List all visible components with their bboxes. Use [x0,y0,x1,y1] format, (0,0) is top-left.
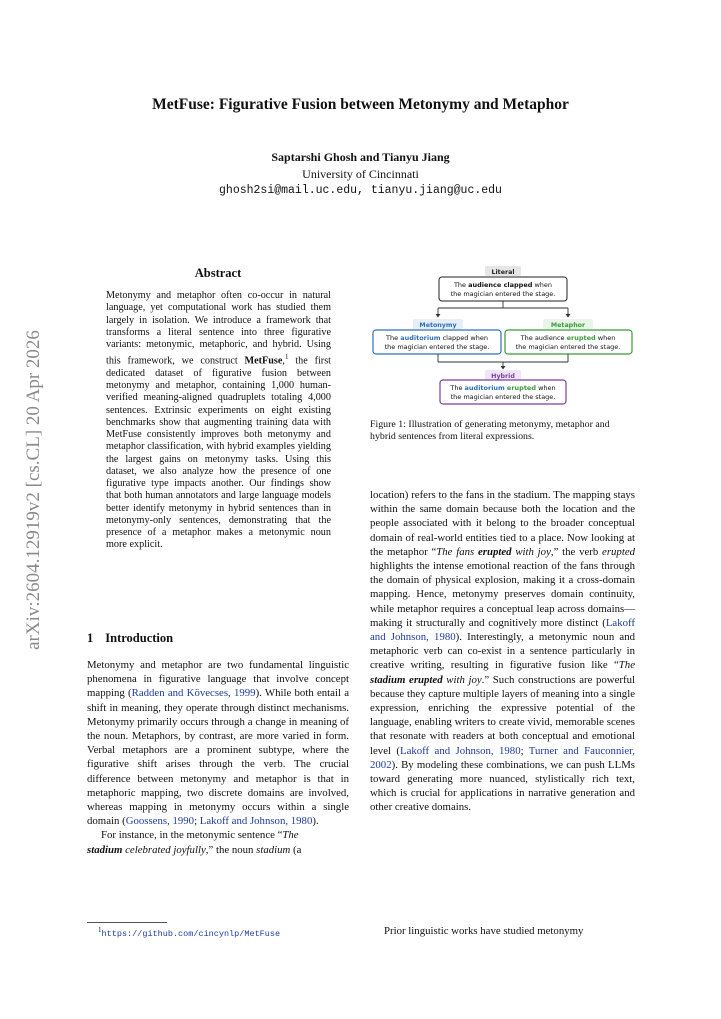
metonymy-line-1: The auditorium clapped when [386,334,488,342]
citation-link[interactable]: Goossens, 1990 [125,815,195,828]
citation-link[interactable]: Lakoff and Johnson, 1980 [399,744,521,757]
literal-line-2: the magician entered the stage. [450,290,556,298]
column-2-paragraph-next: Prior linguistic works have studied metonymy [384,925,584,937]
author-emails: ghosh2si@mail.uc.edu, tianyu.jiang@uc.edu [219,184,502,197]
metaphor-label: Metaphor [550,322,586,329]
paper-authors: Saptarshi Ghosh and Tianyu Jiang [271,150,450,164]
column-2-paragraph: location) refers to the fans in the stadium. The mapping stays within the same domain because both the location and the people associated with it belong to the broader conceptual domain of real-world entities tied to a place. Now looking at the metaphor “The fans erupted with joy,” the verb erupted highlights the intense emotional reaction of the fans through the domain of physical explosion, making it a cross-domain mapping. Hence, metonymy preserves domain continuity, while metaphor requires a conceptual leap across domains—making it structurally and cognitively more distinct (Lakoff and Johnson, 1980). Interestingly, a metonymic noun and metaphoric verb can co-exist in a sentence particularly in creative writing, resulting in figurative fusion like “The stadium erupted with joy.” Such constructions are powerful because they capture multiple layers of meaning into a single expression, enriching the expressive potential of the language, enabling writers to create vivid, memorable scenes that resonate with readers at both conceptual and emotional level (Lakoff and Johnson, 1980; Turner and Fauconnier, 2002). By modeling these combinations, we can push LLMs toward generating more nuanced, stylistically rich text, which is crucial for applications in narrative generation and other creative domains. [370,489,636,814]
github-link[interactable]: https://github.com/cincynlp/MetFuse [101,928,281,939]
metonymy-line-2: the magician entered the stage. [384,343,490,351]
arxiv-side-stamp: arXiv:2604.12919v2 [cs.CL] 20 Apr 2026 [23,330,44,650]
author-affiliation: University of Cincinnati [302,167,419,181]
metaphor-line-2: the magician entered the stage. [515,343,621,351]
hybrid-line-1: The auditorium erupted when [450,384,556,392]
citation-link[interactable]: Lakoff and Johnson, 1980 [370,616,635,644]
abstract-heading: Abstract [194,266,242,280]
footnote: $^1$https://github.com/cincynlp/MetFuse [98,926,281,939]
hybrid-line-2: the magician entered the stage. [450,393,556,401]
literal-line-1: The audience clapped when [453,281,553,289]
citation-link[interactable]: Radden and Kövecses, 1999 [131,687,256,700]
figure-1-diagram [370,262,635,412]
introduction-paragraph: Metonymy and metaphor are two fundamental linguistic phenomena in figurative language that involve concept mapping (Radden and Kövecses, 1999). While both entail a shift in meaning, they operate through distinct mechanisms. Metonymy primarily occurs through a change in meaning of the noun. Metaphors, by contrast, are more varied in form. Verbal metaphors are a prominent subtype, where the figurative shift arises through the verb. The crucial difference between metonymy and metaphor is that in metaphoric mapping, two discrete domains are involved, whereas mapping in metonymy occurs within a single domain (Goossens, 1990; Lakoff and Johnson, 1980). For instance, in the metonymic sentence “The stadium celebrated joyfully,” the noun stadium (a [87,659,349,856]
section-heading-introduction: 1 Introduction [87,631,174,645]
abstract-text: Metonymy and metaphor often co-occur in natural language, yet computational work has studied them largely in isolation. We introduce a framework that transforms a literal sentence into three figurative variants: metonymic, metaphoric, and hybrid. Using this framework, we construct MetFuse,$^1$ the first dedicated dataset of figurative fusion between metonymy and metaphor, containing 1,000 human-verified meaning-aligned quadruplets totaling 4,000 sentences. Extrinsic experiments on eight existing benchmarks show that augmenting training data with MetFuse consistently improves both metonymy and metaphor classification, with hybrid examples yielding the largest gains on metonymy tasks. Using this dataset, we also analyze how the presence of one figurative type impacts another. Our findings show that both human annotators and large language models better identify metonymy in hybrid sentences than in metonymy-only sentences, demonstrating that the presence of a metaphor makes a metonymic noun more explicit. [106,290,331,551]
metonymy-label: Metonymy [419,322,457,329]
footnote-rule [87,922,167,923]
citation-link[interactable]: Lakoff and Johnson, 1980 [199,815,313,828]
hybrid-label: Hybrid [491,373,515,380]
literal-label: Literal [491,269,515,276]
citation-link[interactable]: Turner and Fauconnier, 2002 [370,744,635,771]
figure-caption: Figure 1: Illustration of generating metonymy, metaphor and hybrid sentences from literal expressions. [370,419,610,443]
metaphor-line-1: The audience erupted when [520,334,616,342]
paper-title: MetFuse: Figurative Fusion between Metonymy and Metaphor [152,96,569,113]
